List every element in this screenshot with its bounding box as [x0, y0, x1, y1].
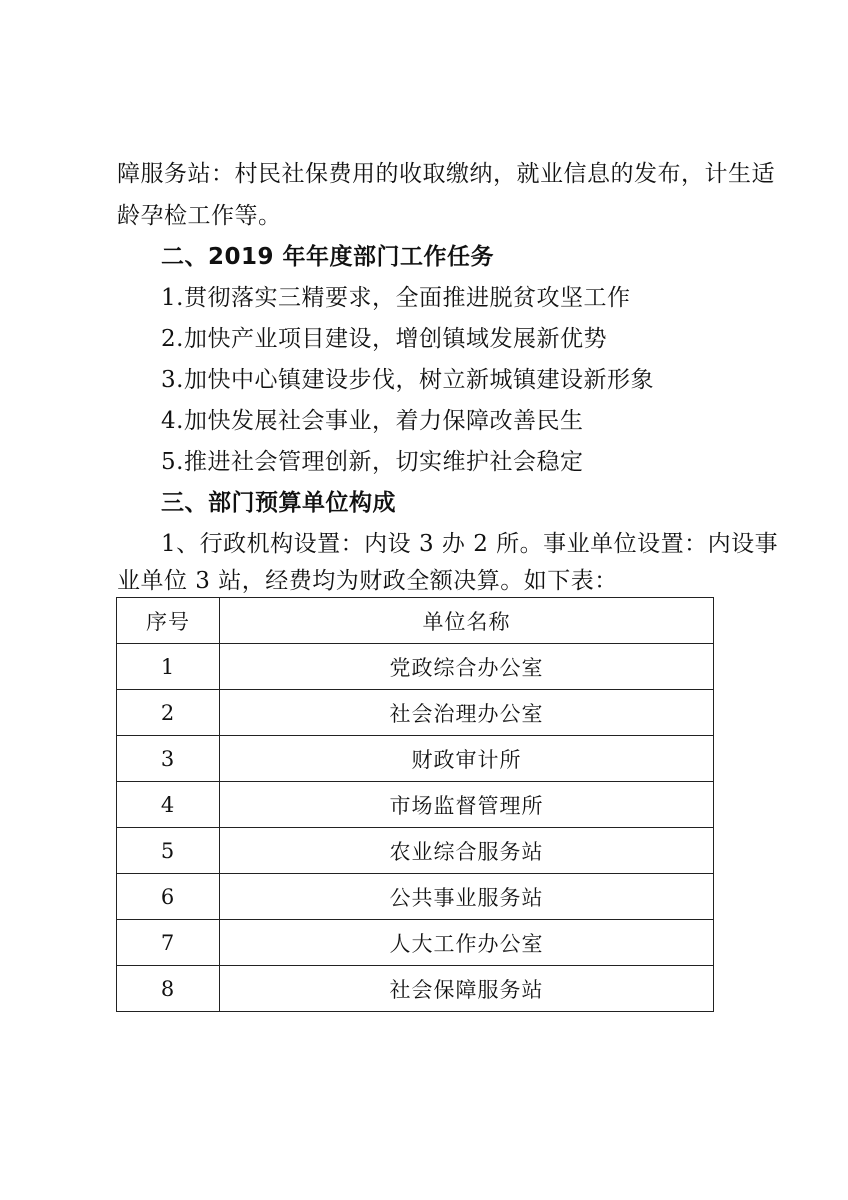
- unit-name: 党政综合办公室: [220, 644, 714, 690]
- table-row: [117, 736, 714, 782]
- paragraph-line: 障服务站：村民社保费用的收取缴纳，就业信息的发布，计生适: [117, 161, 775, 187]
- task-item: 2.加快产业项目建设，增创镇域发展新优势: [161, 326, 607, 352]
- table-row: [117, 690, 714, 736]
- table-header-row: [117, 598, 714, 644]
- table-row: [117, 966, 714, 1012]
- column-header-index: 序号: [117, 598, 220, 644]
- unit-name: 社会保障服务站: [220, 966, 714, 1012]
- row-index: 5: [117, 828, 220, 874]
- unit-name: 农业综合服务站: [220, 828, 714, 874]
- table-row: [117, 920, 714, 966]
- row-index: 4: [117, 782, 220, 828]
- table-row: [117, 782, 714, 828]
- unit-name: 市场监督管理所: [220, 782, 714, 828]
- row-index: 7: [117, 920, 220, 966]
- row-index: 6: [117, 874, 220, 920]
- task-item: 1.贯彻落实三精要求，全面推进脱贫攻坚工作: [161, 285, 631, 311]
- table-row: [117, 828, 714, 874]
- task-item: 3.加快中心镇建设步伐，树立新城镇建设新形象: [161, 367, 654, 393]
- unit-name: 人大工作办公室: [220, 920, 714, 966]
- table-row: [117, 874, 714, 920]
- table-row: [117, 644, 714, 690]
- unit-name: 公共事业服务站: [220, 874, 714, 920]
- section-heading: 二、2019 年年度部门工作任务: [161, 244, 495, 270]
- paragraph-line: 1、行政机构设置：内设 3 办 2 所。事业单位设置：内设事: [161, 531, 779, 557]
- row-index: 3: [117, 736, 220, 782]
- row-index: 1: [117, 644, 220, 690]
- row-index: 8: [117, 966, 220, 1012]
- paragraph-line: 龄孕检工作等。: [117, 203, 282, 229]
- row-index: 2: [117, 690, 220, 736]
- section-heading: 三、部门预算单位构成: [161, 490, 396, 516]
- unit-name: 社会治理办公室: [220, 690, 714, 736]
- task-item: 5.推进社会管理创新，切实维护社会稳定: [161, 449, 584, 475]
- paragraph-line: 业单位 3 站，经费均为财政全额决算。如下表：: [117, 568, 618, 594]
- task-item: 4.加快发展社会事业，着力保障改善民生: [161, 408, 584, 434]
- column-header-unit-name: 单位名称: [220, 598, 714, 644]
- unit-table: [116, 597, 714, 1012]
- unit-name: 财政审计所: [220, 736, 714, 782]
